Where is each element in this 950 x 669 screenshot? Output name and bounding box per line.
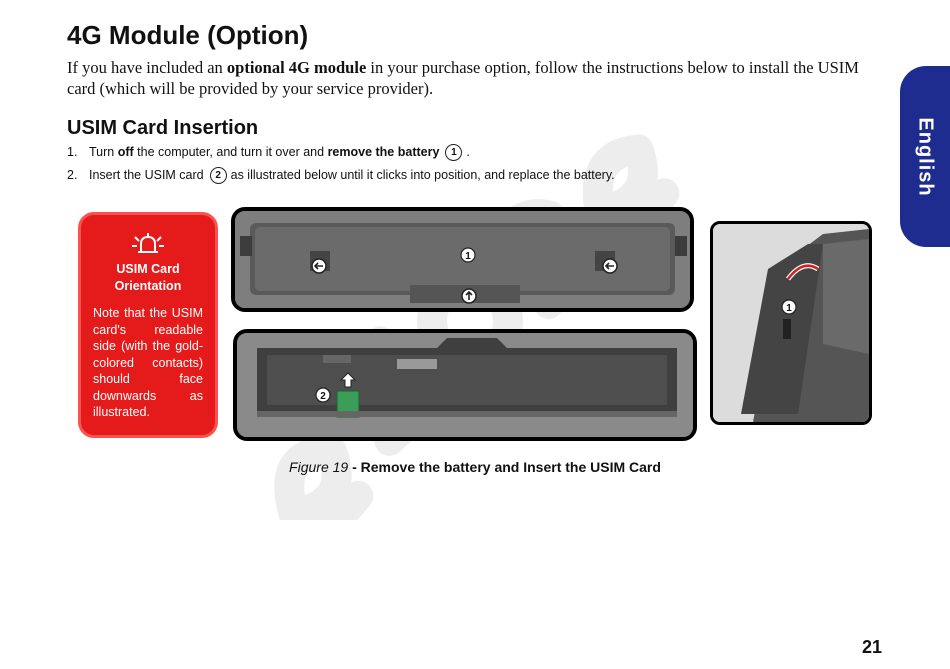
step-2 [67, 167, 615, 184]
intro-bold: optional 4G module [226, 58, 367, 77]
alert-bell-icon [130, 231, 166, 257]
note-title-line: Orientation [114, 279, 182, 293]
figure-caption [0, 459, 950, 475]
figure-label: Figure 19 [289, 459, 349, 475]
battery-side-illustration [713, 224, 869, 422]
step-text: Turn [89, 144, 118, 159]
language-side-tab [900, 66, 950, 247]
note-box [78, 212, 218, 438]
step-text: the computer, and turn it over and [133, 144, 328, 159]
note-title-line: USIM Card [116, 262, 180, 276]
intro-text-1: If you have included an [67, 58, 227, 77]
callout-number: 1 [445, 144, 462, 161]
callout-number: 2 [210, 167, 227, 184]
photo-callout: 2 [320, 391, 326, 402]
step-bold: off [117, 144, 134, 159]
side-tab-label: English [914, 116, 937, 197]
step-text: . [466, 144, 470, 159]
page-number: 21 [861, 637, 882, 657]
photo-callout: 1 [465, 251, 471, 262]
section-title: USIM Card Insertion [67, 117, 259, 139]
step-number: 2. [67, 167, 78, 182]
battery-bay-illustration [237, 333, 693, 437]
step-text: Insert the USIM card [89, 167, 204, 182]
figure-caption-text: - Remove the battery and Insert the USIM Card [348, 459, 661, 475]
note-body: Note that the USIM card's readable side (with the gold-colored contacts) should face downwards as illustrated. [93, 306, 203, 419]
intro-paragraph [67, 57, 887, 99]
step-bold: remove the battery [327, 144, 440, 159]
page-title: 4G Module (Option) [67, 20, 309, 50]
step-1 [67, 144, 470, 161]
battery-illustration [235, 211, 690, 308]
note-title [93, 261, 203, 295]
intro-text-2: in your purchase option, follow the instructions below to install the USIM card (which will be provided by your service provider). [67, 58, 859, 98]
step-number: 1. [67, 144, 78, 159]
battery-side-photo [710, 221, 872, 425]
photo-callout: 1 [786, 303, 792, 314]
battery-bay-photo [233, 329, 697, 441]
battery-photo [231, 207, 694, 312]
step-text: as illustrated below until it clicks into position, and replace the battery. [230, 167, 615, 182]
